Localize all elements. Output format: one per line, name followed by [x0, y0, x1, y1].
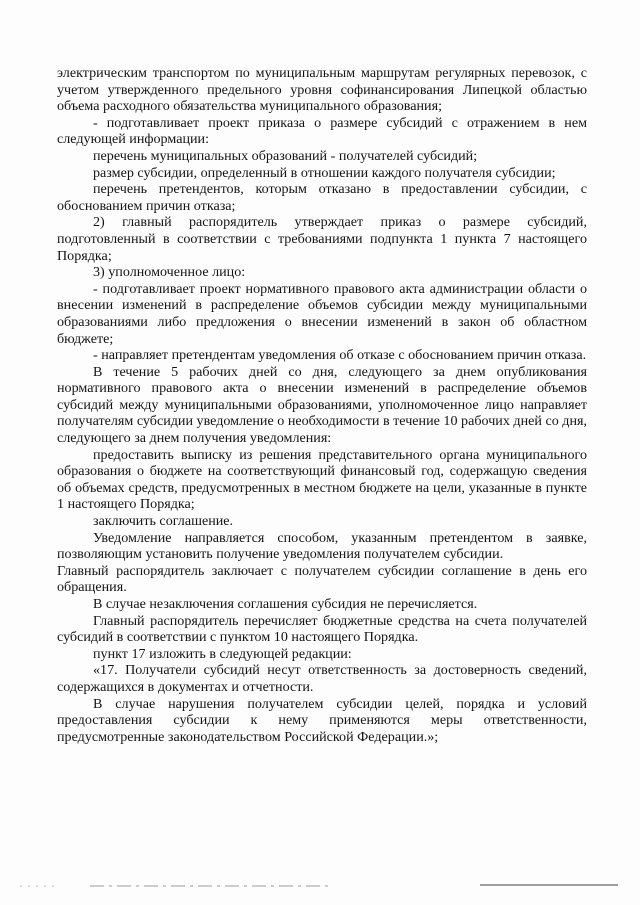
paragraph-p10: В течение 5 рабочих дней со дня, следующего за днем опубликования нормативного правового акта о внесении изменений в распределение объемов субсидий между муниципальными образованиями, уполномоченное лицо направляет получателям субсидии уведомление о необходимости в течение 10 рабочих дней со дня, следующего за днем получения уведомления: — [57, 363, 587, 447]
scan-artifact-lines — [0, 880, 640, 892]
paragraph-p5: перечень претендентов, которым отказано в предоставлении субсидии, с обоснованием причин отказа; — [57, 181, 587, 214]
paragraph-p18: «17. Получатели субсидий несут ответственность за достоверность сведений, содержащихся в документах и отчетности. — [57, 662, 587, 695]
paragraph-p2: - подготавливает проект приказа о размере субсидий с отражением в нем следующей информации: — [57, 114, 587, 148]
paragraph-p8: - подготавливает проект нормативного правового акта администрации области о внесении изменений в распределение объемов субсидии между муниципальными образованиями либо предложения о внесении изменений в закон об областном бюджете; — [57, 280, 587, 347]
paragraph-p4: размер субсидии, определенный в отношении каждого получателя субсидии; — [93, 164, 556, 181]
paragraph-p12: заключить соглашение. — [93, 513, 234, 530]
paragraph-p11: предоставить выписку из решения представительного органа муниципального образования о бюджете на соответствующий финансовый год, содержащую сведения об объемах средств, предусмотренных в местном бюджете на цели, указанные в пункте 1 настоящего Порядка; — [57, 446, 587, 513]
paragraph-p17: пункт 17 изложить в следующей редакции: — [93, 645, 352, 662]
paragraph-p9: - направляет претендентам уведомления об отказе с обоснованием причин отказа. — [93, 347, 587, 364]
paragraph-p1: электрическим транспортом по муниципальным маршрутам регулярных перевозок, с учетом утвержденного предельного уровня софинансирования Липецкой областью объема расходного обязательства муниципального образования; — [57, 65, 587, 115]
paragraph-p6: 2) главный распорядитель утверждает приказ о размере субсидий, подготовленный в соответствии с требованиями подпункта 1 пункта 7 настоящего Порядка; — [57, 214, 587, 264]
paragraph-p16: Главный распорядитель перечисляет бюджетные средства на счета получателей субсидий в соответствии с пунктом 10 настоящего Порядка. — [57, 612, 587, 646]
paragraph-p15: В случае незаключения соглашения субсидия не перечисляется. — [93, 596, 478, 612]
document-text — [57, 65, 587, 745]
paragraph-p13: Уведомление направляется способом, указанным претендентом в заявке, позволяющим установить получение уведомления получателем субсидии. — [57, 529, 587, 563]
paragraph-p3: перечень муниципальных образований - получателей субсидий; — [93, 147, 478, 164]
paragraph-p14: Главный распорядитель заключает с получателем субсидии соглашение в день его обращения. — [57, 562, 587, 596]
paragraph-p19: В случае нарушения получателем субсидии целей, порядка и условий предоставления субсидии к нему применяются меры ответственности, предусмотренные законодательством Российской Федерации.»; — [57, 695, 587, 745]
paragraph-p7: 3) уполномоченное лицо: — [93, 264, 246, 281]
